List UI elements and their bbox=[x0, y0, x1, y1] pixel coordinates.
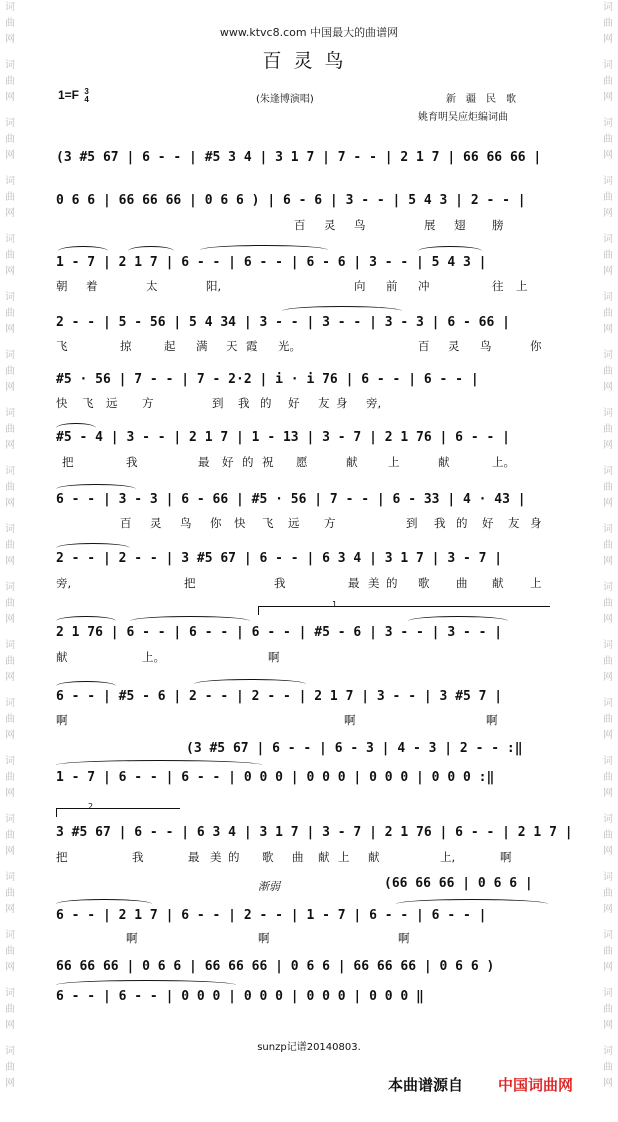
watermark-gap bbox=[600, 570, 616, 580]
watermark-char: 词 bbox=[5, 524, 15, 535]
lyric-char: 翅 bbox=[454, 218, 466, 232]
score-line: 0 6 6 | 66 66 66 | 0 6 6 ) | 6 - 6 | 3 - - | 5 4 3 | 2 - - | bbox=[56, 193, 526, 208]
lyric-char: 阳, bbox=[206, 279, 222, 293]
lyric-char: 满 bbox=[196, 339, 208, 353]
lyric-char: 啊 bbox=[126, 931, 138, 945]
watermark-char: 词 bbox=[5, 466, 15, 477]
watermark-gap bbox=[600, 106, 616, 116]
lyric-char: 方 bbox=[324, 516, 336, 530]
watermark-char: 曲 bbox=[5, 1062, 15, 1073]
watermark-char: 网 bbox=[603, 382, 613, 393]
watermark-char: 词 bbox=[5, 582, 15, 593]
lyric-char: 美 bbox=[368, 576, 380, 590]
lyric-char: 百 bbox=[120, 516, 132, 530]
watermark-gap bbox=[2, 570, 18, 580]
watermark-char: 网 bbox=[5, 1078, 15, 1089]
watermark-char: 词 bbox=[603, 1046, 613, 1057]
watermark-char: 曲 bbox=[603, 540, 613, 551]
lyric-char: 把 bbox=[56, 850, 68, 864]
lyric-char: 旁, bbox=[366, 396, 382, 410]
score-line: 2 1 76 | 6 - - | 6 - - | 6 - - | #5 - 6 | 3 - - | 3 - - | bbox=[56, 625, 503, 640]
watermark-char: 曲 bbox=[5, 76, 15, 87]
watermark-char: 词 bbox=[5, 176, 15, 187]
lyric-char: 鸟 bbox=[180, 516, 192, 530]
watermark-char: 词 bbox=[603, 814, 613, 825]
lyric-char: 献 bbox=[438, 455, 450, 469]
lyric-char: 太 bbox=[146, 279, 158, 293]
watermark-char: 网 bbox=[5, 150, 15, 161]
watermark-char: 曲 bbox=[603, 714, 613, 725]
lyric-char: 啊 bbox=[398, 931, 410, 945]
score-line: 1 - 7 | 2 1 7 | 6 - - | 6 - - | 6 - 6 | 3 - - | 5 4 3 | bbox=[56, 255, 487, 270]
lyric-char: 友 bbox=[318, 396, 330, 410]
lyric-char: 啊 bbox=[500, 850, 512, 864]
tie-arc bbox=[56, 484, 136, 494]
watermark-char: 曲 bbox=[603, 1062, 613, 1073]
watermark-char: 曲 bbox=[5, 540, 15, 551]
watermark-char: 词 bbox=[603, 234, 613, 245]
watermark-char: 网 bbox=[603, 92, 613, 103]
slur-arc bbox=[58, 246, 108, 256]
watermark-char: 网 bbox=[603, 1078, 613, 1089]
watermark-char: 网 bbox=[603, 266, 613, 277]
lyric-char: 曲 bbox=[292, 850, 304, 864]
watermark-char: 曲 bbox=[603, 656, 613, 667]
genre-label: 新疆民歌 bbox=[446, 94, 526, 105]
source-label: 本曲谱源自 bbox=[388, 1076, 464, 1094]
watermark-char: 曲 bbox=[5, 134, 15, 145]
brand-name: 中国词曲网 bbox=[498, 1076, 574, 1094]
watermark-gap bbox=[2, 744, 18, 754]
watermark-char: 曲 bbox=[603, 598, 613, 609]
lyric-char: 啊 bbox=[268, 650, 280, 664]
lyric-char: 往 bbox=[492, 279, 504, 293]
site-line: www.ktvc8.com 中国最大的曲谱网 bbox=[219, 26, 399, 39]
watermark-gap bbox=[2, 918, 18, 928]
lyric-char: 啊 bbox=[56, 713, 68, 727]
watermark-char: 词 bbox=[5, 872, 15, 883]
lyric-char: 飞 bbox=[82, 396, 94, 410]
volta-2-bracket bbox=[56, 808, 180, 809]
score-line: 2 - - | 2 - - | 3 #5 67 | 6 - - | 6 3 4 | 3 1 7 | 3 - 7 | bbox=[56, 551, 503, 566]
lyric-char: 好 bbox=[482, 516, 494, 530]
watermark-gap bbox=[2, 628, 18, 638]
lyric-char: 光。 bbox=[278, 339, 301, 353]
volta-2-number: 2 bbox=[88, 802, 94, 811]
watermark-char: 网 bbox=[5, 324, 15, 335]
lyric-char: 快 bbox=[234, 516, 246, 530]
watermark-char: 网 bbox=[603, 150, 613, 161]
watermark-char: 曲 bbox=[5, 772, 15, 783]
lyric-char: 我 bbox=[274, 576, 286, 590]
watermark-gap bbox=[600, 280, 616, 290]
lyric-char: 灵 bbox=[324, 218, 336, 232]
watermark-char: 网 bbox=[5, 788, 15, 799]
watermark-gap bbox=[2, 802, 18, 812]
watermark-char: 曲 bbox=[5, 308, 15, 319]
score-line: 2 - - | 5 - 56 | 5 4 34 | 3 - - | 3 - - | 3 - 3 | 6 - 66 | bbox=[56, 315, 510, 330]
watermark-char: 词 bbox=[5, 234, 15, 245]
watermark-char: 曲 bbox=[5, 482, 15, 493]
lyric-char: 的 bbox=[260, 396, 272, 410]
watermark-char: 网 bbox=[5, 846, 15, 857]
lyric-char: 啊 bbox=[486, 713, 498, 727]
key-label: 1=F bbox=[58, 88, 80, 103]
watermark-char: 词 bbox=[603, 524, 613, 535]
watermark-char: 词 bbox=[603, 698, 613, 709]
lyric-char: 献 bbox=[318, 850, 330, 864]
watermark-char: 网 bbox=[603, 440, 613, 451]
lyric-char: 愿 bbox=[296, 455, 308, 469]
watermark-char: 网 bbox=[603, 34, 613, 45]
watermark-char: 网 bbox=[5, 92, 15, 103]
tie-arc bbox=[56, 681, 116, 691]
lyric-char: 上, bbox=[440, 850, 456, 864]
score-line: 66 66 66 | 0 6 6 | 66 66 66 | 0 6 6 | 66 66 66 | 0 6 6 ) bbox=[56, 959, 495, 974]
watermark-char: 词 bbox=[5, 60, 15, 71]
lyric-char: 我 bbox=[238, 396, 250, 410]
lyric-char: 到 bbox=[406, 516, 418, 530]
watermark-gap bbox=[2, 164, 18, 174]
watermark-gap bbox=[600, 338, 616, 348]
lyric-char: 起 bbox=[164, 339, 176, 353]
tie-arc bbox=[56, 543, 130, 553]
watermark-char: 曲 bbox=[603, 772, 613, 783]
watermark-char: 词 bbox=[5, 350, 15, 361]
watermark-char: 词 bbox=[5, 988, 15, 999]
watermark-char: 词 bbox=[603, 408, 613, 419]
watermark-char: 网 bbox=[5, 962, 15, 973]
watermark-char: 曲 bbox=[5, 598, 15, 609]
song-title: 百灵鸟 bbox=[262, 50, 356, 72]
score-line: 3 #5 67 | 6 - - | 6 3 4 | 3 1 7 | 3 - 7 | 2 1 76 | 6 - - | 2 1 7 | bbox=[56, 825, 573, 840]
watermark-gap bbox=[600, 918, 616, 928]
watermark-char: 网 bbox=[603, 614, 613, 625]
watermark-gap bbox=[600, 744, 616, 754]
lyric-char: 歌 bbox=[262, 850, 274, 864]
lyric-char: 膀 bbox=[492, 218, 504, 232]
composer-credit: 姚育明吴应炬编词曲 bbox=[418, 112, 508, 123]
watermark-char: 曲 bbox=[603, 76, 613, 87]
lyric-char: 美 bbox=[210, 850, 222, 864]
watermark-char: 网 bbox=[603, 324, 613, 335]
lyric-char: 飞 bbox=[56, 339, 68, 353]
watermark-gap bbox=[2, 280, 18, 290]
watermark-gap bbox=[600, 628, 616, 638]
score-line: 6 - - | #5 - 6 | 2 - - | 2 - - | 2 1 7 | 3 - - | 3 #5 7 | bbox=[56, 689, 503, 704]
lyric-char: 身 bbox=[336, 396, 348, 410]
time-top: 3 bbox=[84, 87, 89, 96]
watermark-char: 词 bbox=[5, 118, 15, 129]
watermark-char: 曲 bbox=[603, 1004, 613, 1015]
watermark-char: 网 bbox=[5, 556, 15, 567]
score-line: (3 #5 67 | 6 - - | #5 3 4 | 3 1 7 | 7 - - | 2 1 7 | 66 66 66 | bbox=[56, 150, 542, 165]
watermark-char: 词 bbox=[603, 118, 613, 129]
watermark-char: 词 bbox=[603, 988, 613, 999]
lyric-char: 的 bbox=[228, 850, 240, 864]
watermark-char: 词 bbox=[603, 640, 613, 651]
score-line: #5 · 56 | 7 - - | 7 - 2·2 | i · i 76 | 6 - - | 6 - - | bbox=[56, 372, 479, 387]
lyric-char: 最 bbox=[188, 850, 200, 864]
watermark-char: 网 bbox=[603, 498, 613, 509]
watermark-char: 曲 bbox=[603, 946, 613, 957]
lyric-char: 上 bbox=[530, 576, 542, 590]
recorder-note: sunzp记谱20140803. bbox=[257, 1042, 361, 1053]
watermark-char: 曲 bbox=[5, 830, 15, 841]
watermark-gap bbox=[600, 164, 616, 174]
lyric-char: 祝 bbox=[262, 455, 274, 469]
watermark-gap bbox=[2, 860, 18, 870]
watermark-char: 曲 bbox=[5, 424, 15, 435]
watermark-gap bbox=[600, 802, 616, 812]
watermark-gap bbox=[600, 396, 616, 406]
lyric-char: 朝 bbox=[56, 279, 68, 293]
score-line: #5 - 4 | 3 - - | 2 1 7 | 1 - 13 | 3 - 7 | 2 1 76 | 6 - - | bbox=[56, 430, 510, 445]
watermark-char: 网 bbox=[5, 266, 15, 277]
lyric-char: 方 bbox=[142, 396, 154, 410]
lyric-char: 你 bbox=[210, 516, 222, 530]
lyric-char: 灵 bbox=[448, 339, 460, 353]
watermark-gap bbox=[600, 222, 616, 232]
lyric-char: 上 bbox=[388, 455, 400, 469]
lyric-char: 啊 bbox=[258, 931, 270, 945]
tie-arc bbox=[194, 679, 306, 689]
lyric-char: 百 bbox=[294, 218, 306, 232]
lyric-char: 远 bbox=[106, 396, 118, 410]
lyric-char: 旁, bbox=[56, 576, 72, 590]
lyric-char: 掠 bbox=[120, 339, 132, 353]
watermark-char: 词 bbox=[5, 292, 15, 303]
watermark-column-left bbox=[2, 0, 18, 1122]
watermark-gap bbox=[2, 1092, 18, 1102]
watermark-char: 曲 bbox=[603, 192, 613, 203]
watermark-char: 曲 bbox=[5, 888, 15, 899]
watermark-gap bbox=[2, 222, 18, 232]
watermark-gap bbox=[600, 686, 616, 696]
watermark-char: 网 bbox=[5, 382, 15, 393]
lyric-char: 冲 bbox=[418, 279, 430, 293]
watermark-char: 网 bbox=[5, 904, 15, 915]
watermark-gap bbox=[600, 1092, 616, 1102]
singer-credit: (朱逢博演唱) bbox=[256, 94, 314, 105]
watermark-gap bbox=[2, 106, 18, 116]
watermark-char: 词 bbox=[5, 698, 15, 709]
volta-1-bracket bbox=[258, 606, 550, 607]
watermark-gap bbox=[2, 338, 18, 348]
watermark-char: 曲 bbox=[603, 308, 613, 319]
watermark-char: 网 bbox=[5, 730, 15, 741]
score-line: 6 - - | 3 - 3 | 6 - 66 | #5 · 56 | 7 - - | 6 - 33 | 4 · 43 | bbox=[56, 492, 526, 507]
slur-arc bbox=[56, 423, 96, 433]
lyric-char: 霞 bbox=[246, 339, 258, 353]
lyric-char: 好 bbox=[288, 396, 300, 410]
lyric-char: 展 bbox=[424, 218, 436, 232]
dynamic-marking: 渐弱 bbox=[258, 880, 280, 893]
watermark-gap bbox=[600, 976, 616, 986]
watermark-char: 词 bbox=[5, 1046, 15, 1057]
tie-arc bbox=[282, 306, 402, 316]
slur-arc bbox=[56, 616, 116, 626]
key-signature bbox=[58, 88, 89, 104]
watermark-char: 词 bbox=[5, 930, 15, 941]
lyric-char: 的 bbox=[456, 516, 468, 530]
lyric-char: 友 bbox=[508, 516, 520, 530]
lyric-char: 啊 bbox=[344, 713, 356, 727]
lyric-char: 曲 bbox=[456, 576, 468, 590]
watermark-char: 词 bbox=[603, 60, 613, 71]
watermark-char: 网 bbox=[603, 556, 613, 567]
watermark-gap bbox=[2, 976, 18, 986]
watermark-char: 网 bbox=[603, 208, 613, 219]
lyric-char: 快 bbox=[56, 396, 68, 410]
score-line: (66 66 66 | 0 6 6 | bbox=[384, 876, 533, 891]
lyric-char: 献 bbox=[346, 455, 358, 469]
lyric-char: 我 bbox=[126, 455, 138, 469]
lyric-char: 最 bbox=[198, 455, 210, 469]
volta-1-number: 1 bbox=[332, 600, 338, 609]
volta-1-tick bbox=[258, 606, 259, 615]
watermark-char: 网 bbox=[603, 962, 613, 973]
watermark-char: 词 bbox=[603, 930, 613, 941]
lyric-char: 百 bbox=[418, 339, 430, 353]
lyric-char: 献 bbox=[492, 576, 504, 590]
tie-arc bbox=[56, 980, 236, 990]
lyric-char: 天 bbox=[226, 339, 238, 353]
lyric-char: 上 bbox=[516, 279, 528, 293]
lyric-char: 远 bbox=[288, 516, 300, 530]
watermark-char: 曲 bbox=[603, 888, 613, 899]
watermark-char: 曲 bbox=[5, 946, 15, 957]
watermark-char: 曲 bbox=[5, 250, 15, 261]
watermark-gap bbox=[600, 512, 616, 522]
watermark-gap bbox=[2, 686, 18, 696]
lyric-char: 把 bbox=[184, 576, 196, 590]
watermark-gap bbox=[2, 396, 18, 406]
watermark-char: 词 bbox=[5, 814, 15, 825]
lyric-char: 鸟 bbox=[354, 218, 366, 232]
time-signature bbox=[84, 88, 88, 104]
watermark-char: 网 bbox=[603, 846, 613, 857]
lyric-char: 上 bbox=[338, 850, 350, 864]
watermark-char: 网 bbox=[603, 1020, 613, 1031]
watermark-char: 曲 bbox=[5, 366, 15, 377]
watermark-char: 网 bbox=[5, 34, 15, 45]
watermark-char: 网 bbox=[603, 904, 613, 915]
score-line: (3 #5 67 | 6 - - | 6 - 3 | 4 - 3 | 2 - - :‖ bbox=[186, 741, 523, 756]
lyric-char: 身 bbox=[530, 516, 542, 530]
watermark-char: 网 bbox=[5, 672, 15, 683]
lyric-char: 你 bbox=[530, 339, 542, 353]
lyric-char: 献 bbox=[368, 850, 380, 864]
watermark-char: 曲 bbox=[603, 424, 613, 435]
watermark-gap bbox=[600, 860, 616, 870]
lyric-char: 最 bbox=[348, 576, 360, 590]
lyric-char: 向 bbox=[354, 279, 366, 293]
lyric-char: 的 bbox=[242, 455, 254, 469]
watermark-char: 曲 bbox=[603, 482, 613, 493]
watermark-char: 词 bbox=[603, 2, 613, 13]
watermark-char: 词 bbox=[5, 408, 15, 419]
watermark-char: 曲 bbox=[5, 192, 15, 203]
watermark-char: 网 bbox=[5, 440, 15, 451]
time-bottom: 4 bbox=[84, 95, 89, 104]
watermark-gap bbox=[2, 454, 18, 464]
watermark-char: 网 bbox=[5, 1020, 15, 1031]
watermark-column-right bbox=[600, 0, 616, 1122]
lyric-char: 着 bbox=[86, 279, 98, 293]
watermark-char: 词 bbox=[603, 466, 613, 477]
lyric-char: 鸟 bbox=[480, 339, 492, 353]
lyric-char: 上。 bbox=[142, 650, 165, 664]
watermark-char: 曲 bbox=[603, 830, 613, 841]
score-line: 6 - - | 2 1 7 | 6 - - | 2 - - | 1 - 7 | 6 - - | 6 - - | bbox=[56, 908, 487, 923]
watermark-char: 曲 bbox=[603, 250, 613, 261]
watermark-char: 网 bbox=[603, 672, 613, 683]
lyric-char: 我 bbox=[434, 516, 446, 530]
slur-arc bbox=[128, 246, 174, 256]
watermark-char: 词 bbox=[603, 176, 613, 187]
watermark-char: 词 bbox=[603, 350, 613, 361]
watermark-char: 词 bbox=[603, 756, 613, 767]
lyric-char: 把 bbox=[62, 455, 74, 469]
watermark-gap bbox=[2, 512, 18, 522]
lyric-char: 歌 bbox=[418, 576, 430, 590]
watermark-char: 网 bbox=[603, 788, 613, 799]
watermark-char: 词 bbox=[5, 756, 15, 767]
tie-arc bbox=[130, 616, 250, 626]
lyric-char: 飞 bbox=[262, 516, 274, 530]
score-line: 1 - 7 | 6 - - | 6 - - | 0 0 0 | 0 0 0 | 0 0 0 | 0 0 0 :‖ bbox=[56, 770, 495, 785]
lyric-char: 我 bbox=[132, 850, 144, 864]
watermark-char: 网 bbox=[603, 730, 613, 741]
tie-arc bbox=[56, 899, 152, 909]
watermark-char: 网 bbox=[5, 498, 15, 509]
watermark-char: 词 bbox=[603, 582, 613, 593]
watermark-gap bbox=[600, 454, 616, 464]
lyric-char: 上。 bbox=[492, 455, 515, 469]
lyric-char: 的 bbox=[386, 576, 398, 590]
lyric-char: 前 bbox=[386, 279, 398, 293]
tie-arc bbox=[408, 616, 508, 626]
lyric-char: 灵 bbox=[150, 516, 162, 530]
watermark-char: 词 bbox=[5, 2, 15, 13]
lyric-char: 到 bbox=[212, 396, 224, 410]
watermark-char: 曲 bbox=[603, 366, 613, 377]
slur-arc bbox=[418, 246, 482, 256]
watermark-char: 曲 bbox=[5, 1004, 15, 1015]
score-line: 6 - - | 6 - - | 0 0 0 | 0 0 0 | 0 0 0 | 0 0 0 ‖ bbox=[56, 989, 424, 1004]
watermark-char: 曲 bbox=[5, 714, 15, 725]
tie-arc bbox=[200, 245, 328, 255]
watermark-char: 曲 bbox=[5, 18, 15, 29]
watermark-char: 曲 bbox=[603, 18, 613, 29]
volta-2-tick bbox=[56, 808, 57, 817]
watermark-char: 网 bbox=[5, 208, 15, 219]
watermark-char: 词 bbox=[5, 640, 15, 651]
watermark-char: 词 bbox=[603, 292, 613, 303]
watermark-char: 词 bbox=[603, 872, 613, 883]
watermark-char: 曲 bbox=[603, 134, 613, 145]
watermark-char: 网 bbox=[5, 614, 15, 625]
watermark-char: 曲 bbox=[5, 656, 15, 667]
lyric-char: 献 bbox=[56, 650, 68, 664]
lyric-char: 好 bbox=[222, 455, 234, 469]
tie-arc bbox=[396, 899, 548, 909]
tie-arc bbox=[56, 760, 262, 770]
